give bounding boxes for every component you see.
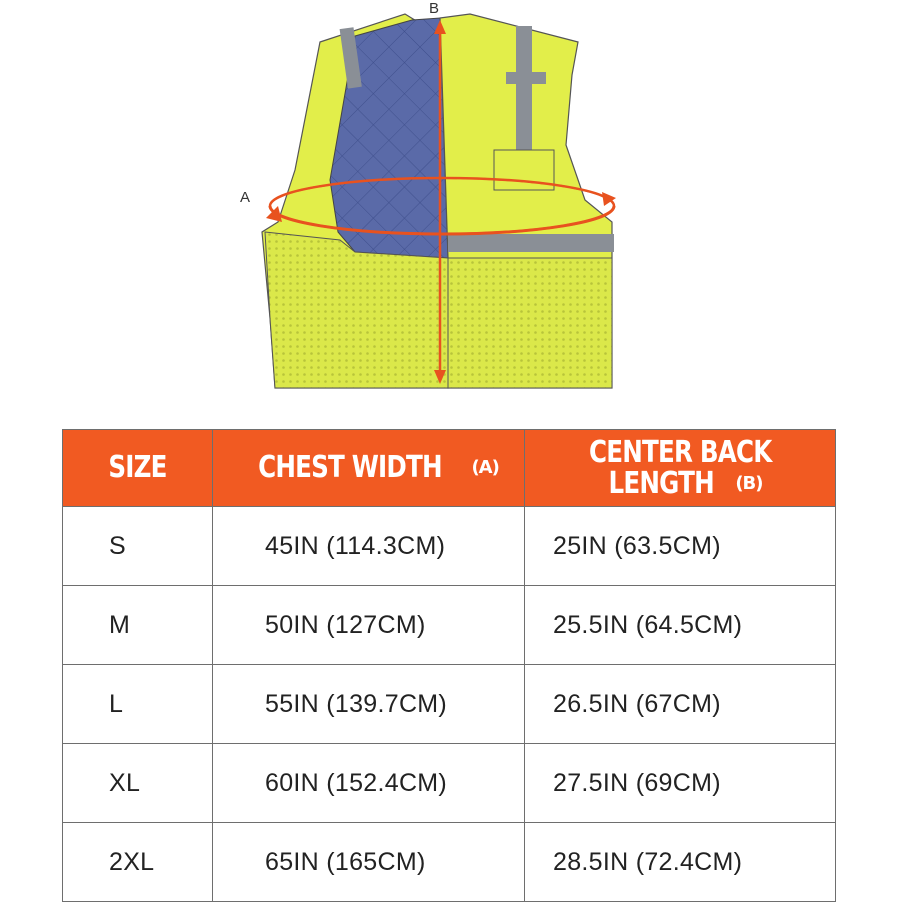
header-center-back-line2: LENGTH: [609, 466, 715, 501]
chest-cell: 45IN (114.3CM): [213, 507, 525, 586]
table-row: [63, 507, 836, 586]
chest-cell: 55IN (139.7CM): [213, 665, 525, 744]
table-row: [63, 665, 836, 744]
length-cell: 27.5IN (69CM): [525, 744, 836, 823]
center-back-length-label: B: [429, 0, 440, 17]
header-center-back-length: [525, 430, 836, 507]
header-center-back-line1: CENTER BACK: [588, 434, 772, 470]
length-cell: 25IN (63.5CM): [525, 507, 836, 586]
vest-mesh-right: [448, 258, 612, 388]
size-cell: L: [63, 665, 213, 744]
size-cell: 2XL: [63, 823, 213, 902]
header-chest-marker: (A): [471, 457, 499, 479]
chest-cell: 65IN (165CM): [213, 823, 525, 902]
table-row: [63, 744, 836, 823]
header-chest-width: [213, 430, 525, 507]
vest-illustration: [220, 0, 640, 400]
length-cell: 26.5IN (67CM): [525, 665, 836, 744]
header-size: [63, 430, 213, 507]
size-chart-table: [62, 429, 836, 902]
table-row: [63, 823, 836, 902]
size-chart-header-row: [63, 430, 836, 507]
size-cell: S: [63, 507, 213, 586]
reflective-stripe-right-shoulder: [516, 26, 532, 152]
chest-arrow-left: [266, 206, 282, 222]
size-cell: XL: [63, 744, 213, 823]
chest-cell: 60IN (152.4CM): [213, 744, 525, 823]
length-cell: 28.5IN (72.4CM): [525, 823, 836, 902]
chest-width-label: A: [240, 189, 251, 206]
badge-tab: [506, 72, 546, 84]
chest-cell: 50IN (127CM): [213, 586, 525, 665]
size-cell: M: [63, 586, 213, 665]
header-size-label: SIZE: [108, 450, 167, 486]
reflective-stripe-waist: [448, 234, 614, 252]
header-center-back-marker: (B): [735, 473, 763, 495]
header-chest-label: CHEST WIDTH: [258, 450, 442, 486]
table-row: [63, 586, 836, 665]
length-cell: 25.5IN (64.5CM): [525, 586, 836, 665]
